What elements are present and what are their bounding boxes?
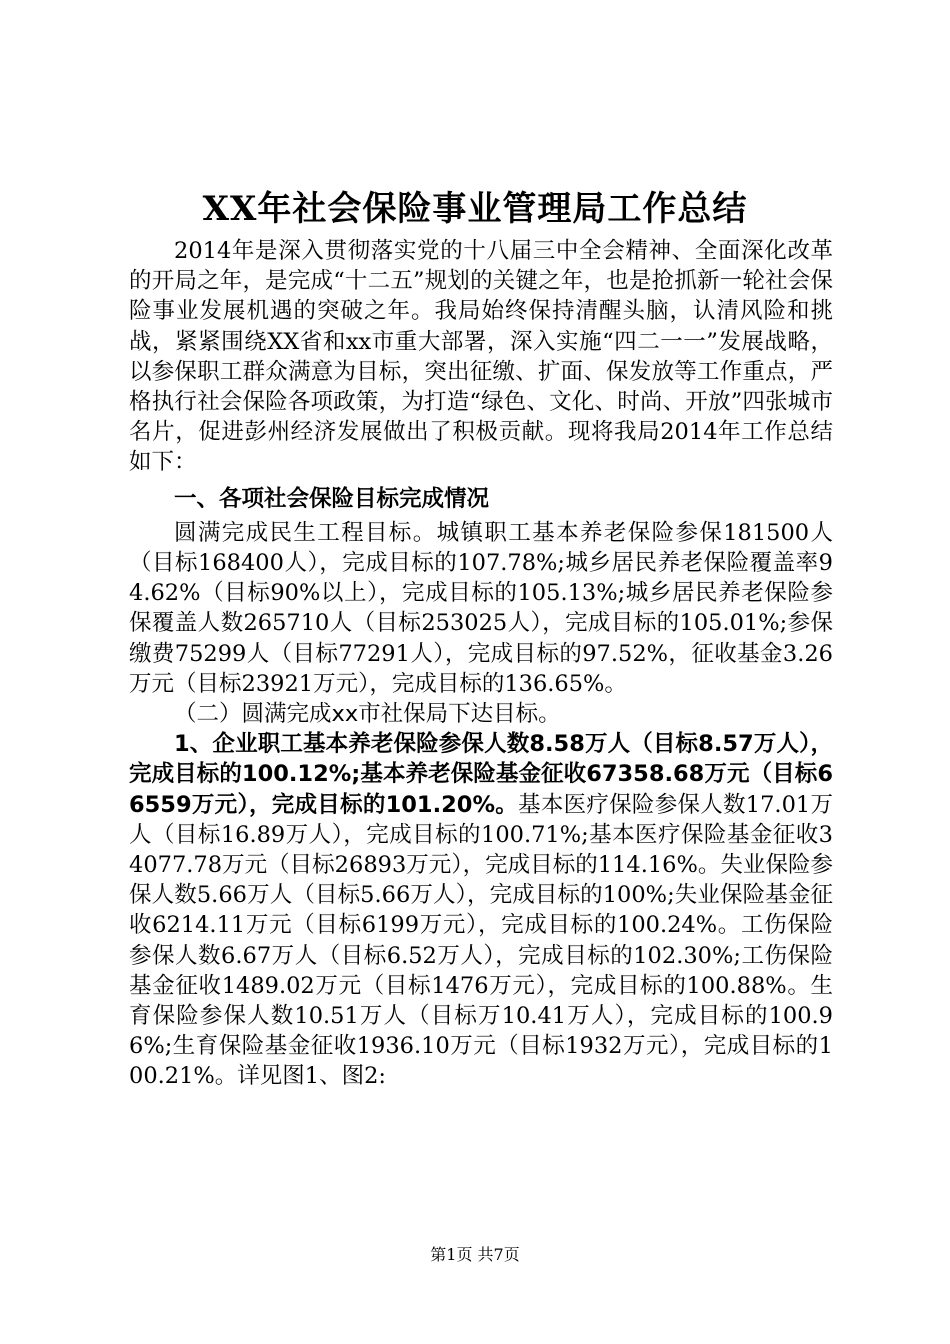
section-heading-2: （二）圆满完成xx市社保局下达目标。 — [174, 701, 561, 728]
section-2-text: 基本医疗保险参保人数17.01万人（目标16.89万人），完成目标的100.71%;基本医疗保险基金征收34077.78万元（目标26893万元），完成目标的114.16%。失业保险参保人数5.66万人（目标5.66万人），完成目标的100%;失业保险基金征收6214.11万元（目标6199万元），完成目标的100.24%。工伤保险参保人数6.67万人（目标6.52万人），完成目标的102.30%;工伤保险基金征收1489.02万元（目标1476万元），完成目标的100.88%。生育保险参保人数10.51万人（目标万10.41万人），完成目标的100.96%;生育保险基金征收1936.10万元（目标1932万元），完成目标的100.21%。详见图1、图2: — [129, 791, 833, 1090]
section-1-paragraph: 圆满完成民生工程目标。城镇职工基本养老保险参保181500人（目标168400人），完成目标的107.78%;城乡居民养老保险覆盖率94.62%（目标90%以上），完成目标的105.13%;城乡居民养老保险参保覆盖人数265710人（目标253025人），完成目标的105.01%;参保缴费75299人（目标77291人），完成目标的97.52%，征收基金3.26万元（目标23921万元），完成目标的136.65%。 — [129, 519, 833, 697]
intro-paragraph: 2014年是深入贯彻落实党的十八届三中全会精神、全面深化改革的开局之年，是完成“十二五”规划的关键之年，也是抢抓新一轮社会保险事业发展机遇的突破之年。我局始终保持清醒头脑，认清风险和挑战，紧紧围绕XX省和xx市重大部署，深入实施“四二一一”发展战略，以参保职工群众满意为目标，突出征缴、扩面、保发放等工作重点，严格执行社会保险各项政策，为打造“绿色、文化、时尚、开放”四张城市名片，促进彭州经济发展做出了积极贡献。现将我局2014年工作总结如下： — [129, 238, 833, 476]
section-heading-1: 一、各项社会保险目标完成情况 — [174, 485, 490, 512]
page-footer: 第1页 共7页 — [430, 1245, 520, 1264]
document-body — [129, 236, 833, 1092]
section-2-paragraph — [129, 729, 833, 1091]
section-2-bold-lead: 1、企业职工基本养老保险参保人数8.58万人（目标8.57万人），完成目标的100.12%;基本养老保险基金征收67358.68万元（目标66559万元），完成目标的101.20%。 — [129, 731, 833, 818]
document-title: XX年社会保险事业管理局工作总结 — [202, 189, 748, 229]
